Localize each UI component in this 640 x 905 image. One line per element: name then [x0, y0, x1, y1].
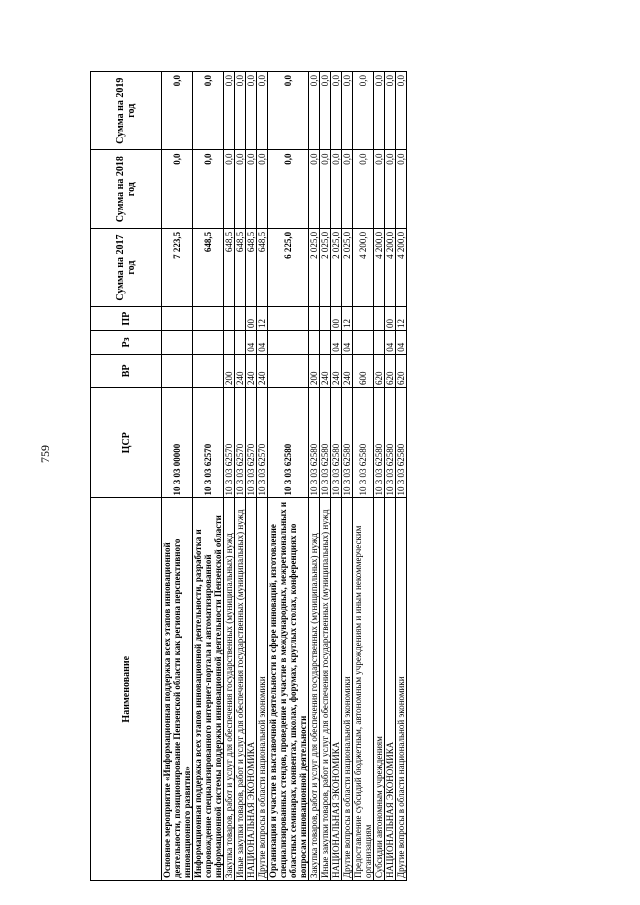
cell-name: Закупка товаров, работ и услуг для обеспечения государственных (муниципальных) нужд	[309, 498, 320, 881]
cell-rz: 04	[257, 331, 268, 355]
cell-pr	[224, 307, 235, 331]
header-csr: ЦСР	[91, 388, 162, 498]
cell-sum-2019: 0,0	[374, 72, 385, 150]
cell-rz	[374, 331, 385, 355]
table-row	[193, 72, 224, 881]
cell-vr: 240	[235, 354, 246, 387]
cell-name: НАЦИОНАЛЬНАЯ ЭКОНОМИКА	[246, 498, 257, 881]
cell-sum-2017: 2 025,0	[309, 228, 320, 306]
header-sum-2019: Сумма на 2019 год	[91, 72, 162, 150]
cell-sum-2017: 648,5	[257, 228, 268, 306]
cell-pr: 12	[396, 307, 407, 331]
cell-vr: 200	[224, 354, 235, 387]
cell-name: Иные закупки товаров, работ и услуг для обеспечения государственных (муниципальных) нужд	[235, 498, 246, 881]
cell-sum-2017: 4 200,0	[353, 228, 374, 306]
cell-sum-2017: 6 225,0	[268, 228, 309, 306]
cell-name: Субсидии автономным учреждениям	[374, 498, 385, 881]
cell-pr	[162, 307, 193, 331]
table-row	[162, 72, 193, 881]
cell-csr: 10 3 03 00000	[162, 388, 193, 498]
cell-sum-2018: 0,0	[396, 150, 407, 228]
cell-rz	[268, 331, 309, 355]
cell-name: Другие вопросы в области национальной экономики	[396, 498, 407, 881]
cell-pr	[193, 307, 224, 331]
header-sum-2017: Сумма на 2017 год	[91, 228, 162, 306]
cell-pr	[320, 307, 331, 331]
cell-sum-2018: 0,0	[246, 150, 257, 228]
cell-vr: 240	[257, 354, 268, 387]
cell-csr: 10 3 03 62570	[193, 388, 224, 498]
cell-vr: 600	[353, 354, 374, 387]
cell-name: НАЦИОНАЛЬНАЯ ЭКОНОМИКА	[385, 498, 396, 881]
cell-sum-2017: 4 200,0	[374, 228, 385, 306]
cell-sum-2019: 0,0	[224, 72, 235, 150]
cell-pr: 00	[331, 307, 342, 331]
cell-csr: 10 3 03 62580	[331, 388, 342, 498]
cell-sum-2017: 648,5	[246, 228, 257, 306]
cell-csr: 10 3 03 62580	[353, 388, 374, 498]
cell-pr	[374, 307, 385, 331]
cell-name: НАЦИОНАЛЬНАЯ ЭКОНОМИКА	[331, 498, 342, 881]
cell-csr: 10 3 03 62570	[224, 388, 235, 498]
cell-vr: 240	[246, 354, 257, 387]
cell-sum-2018: 0,0	[257, 150, 268, 228]
cell-pr	[309, 307, 320, 331]
cell-sum-2018: 0,0	[385, 150, 396, 228]
header-name: Наименование	[91, 498, 162, 881]
cell-vr: 620	[385, 354, 396, 387]
cell-sum-2019: 0,0	[353, 72, 374, 150]
cell-sum-2019: 0,0	[385, 72, 396, 150]
cell-csr: 10 3 03 62580	[268, 388, 309, 498]
table-row	[331, 72, 342, 881]
cell-sum-2017: 2 025,0	[320, 228, 331, 306]
cell-sum-2018: 0,0	[224, 150, 235, 228]
cell-vr: 240	[342, 354, 353, 387]
table-row	[320, 72, 331, 881]
header-pr: ПР	[91, 307, 162, 331]
cell-sum-2018: 0,0	[193, 150, 224, 228]
cell-vr: 620	[396, 354, 407, 387]
page-number: 759	[38, 445, 52, 463]
cell-sum-2019: 0,0	[257, 72, 268, 150]
table-row	[353, 72, 374, 881]
table-row	[309, 72, 320, 881]
cell-sum-2017: 4 200,0	[385, 228, 396, 306]
cell-name: Организация и участие в выставочной деятельности в сфере инноваций, изготовление специализированных стендов, проведение и участие в международных, межрегиональных и областных семинарах, конвентах, школах, форумах, круглых столах, конференциях по вопросам инновационной деятельности	[268, 498, 309, 881]
cell-rz	[162, 331, 193, 355]
cell-sum-2018: 0,0	[374, 150, 385, 228]
cell-rz: 04	[396, 331, 407, 355]
cell-vr: 620	[374, 354, 385, 387]
cell-sum-2019: 0,0	[396, 72, 407, 150]
cell-name: Предоставление субсидий бюджетным, автономным учреждениям и иным некоммерческим организациям	[353, 498, 374, 881]
table-body	[162, 72, 407, 881]
table-header-row	[91, 72, 162, 881]
cell-sum-2019: 0,0	[193, 72, 224, 150]
cell-rz: 04	[246, 331, 257, 355]
cell-sum-2018: 0,0	[320, 150, 331, 228]
cell-rz	[309, 331, 320, 355]
rotated-page	[90, 71, 572, 881]
cell-sum-2018: 0,0	[235, 150, 246, 228]
cell-vr	[162, 354, 193, 387]
cell-rz: 04	[342, 331, 353, 355]
cell-sum-2017: 2 025,0	[331, 228, 342, 306]
cell-name: Другие вопросы в области национальной экономики	[342, 498, 353, 881]
cell-name: Другие вопросы в области национальной экономики	[257, 498, 268, 881]
cell-sum-2018: 0,0	[309, 150, 320, 228]
header-vr: ВР	[91, 354, 162, 387]
cell-sum-2019: 0,0	[235, 72, 246, 150]
cell-sum-2019: 0,0	[309, 72, 320, 150]
cell-rz	[224, 331, 235, 355]
cell-pr	[235, 307, 246, 331]
cell-csr: 10 3 03 62580	[385, 388, 396, 498]
header-sum-2018: Сумма на 2018 год	[91, 150, 162, 228]
cell-vr: 200	[309, 354, 320, 387]
cell-csr: 10 3 03 62580	[374, 388, 385, 498]
budget-table	[90, 71, 407, 881]
cell-csr: 10 3 03 62580	[320, 388, 331, 498]
cell-vr	[193, 354, 224, 387]
cell-sum-2017: 648,5	[235, 228, 246, 306]
cell-vr: 240	[331, 354, 342, 387]
cell-name: Закупка товаров, работ и услуг для обеспечения государственных (муниципальных) нужд	[224, 498, 235, 881]
cell-pr: 12	[342, 307, 353, 331]
cell-sum-2018: 0,0	[162, 150, 193, 228]
cell-rz	[235, 331, 246, 355]
cell-sum-2017: 7 223,5	[162, 228, 193, 306]
cell-sum-2019: 0,0	[331, 72, 342, 150]
table-row	[342, 72, 353, 881]
cell-sum-2019: 0,0	[162, 72, 193, 150]
cell-sum-2017: 2 025,0	[342, 228, 353, 306]
table-row	[257, 72, 268, 881]
cell-pr: 00	[246, 307, 257, 331]
cell-sum-2019: 0,0	[320, 72, 331, 150]
table-row	[268, 72, 309, 881]
table-row	[374, 72, 385, 881]
cell-rz: 04	[331, 331, 342, 355]
cell-csr: 10 3 03 62580	[309, 388, 320, 498]
cell-sum-2018: 0,0	[331, 150, 342, 228]
cell-rz	[193, 331, 224, 355]
cell-csr: 10 3 03 62570	[257, 388, 268, 498]
cell-pr	[268, 307, 309, 331]
cell-rz	[320, 331, 331, 355]
cell-csr: 10 3 03 62570	[246, 388, 257, 498]
header-rz: Рз	[91, 331, 162, 355]
table-row	[396, 72, 407, 881]
table-row	[235, 72, 246, 881]
cell-sum-2017: 648,5	[193, 228, 224, 306]
cell-name: Иные закупки товаров, работ и услуг для обеспечения государственных (муниципальных) нужд	[320, 498, 331, 881]
cell-sum-2018: 0,0	[342, 150, 353, 228]
cell-name: Основное мероприятие «Информационная поддержка всех этапов инновационной деятельности, позиционирование Пензенской области как региона перспективного инновационного развития»	[162, 498, 193, 881]
table-row	[224, 72, 235, 881]
cell-rz: 04	[385, 331, 396, 355]
cell-csr: 10 3 03 62580	[342, 388, 353, 498]
cell-sum-2019: 0,0	[342, 72, 353, 150]
cell-pr: 12	[257, 307, 268, 331]
cell-vr	[268, 354, 309, 387]
cell-name: Информационная поддержка всех этапов инновационной деятельности, разработка и сопровождение специализированного интернет-портала и автоматизированной информационной системы поддержки инновационной деятельности Пензенской области	[193, 498, 224, 881]
cell-rz	[353, 331, 374, 355]
cell-pr	[353, 307, 374, 331]
cell-vr: 240	[320, 354, 331, 387]
table-row	[246, 72, 257, 881]
cell-sum-2019: 0,0	[246, 72, 257, 150]
cell-sum-2017: 648,5	[224, 228, 235, 306]
cell-sum-2017: 4 200,0	[396, 228, 407, 306]
cell-sum-2019: 0,0	[268, 72, 309, 150]
cell-sum-2018: 0,0	[268, 150, 309, 228]
cell-csr: 10 3 03 62570	[235, 388, 246, 498]
cell-pr: 00	[385, 307, 396, 331]
cell-csr: 10 3 03 62580	[396, 388, 407, 498]
table-row	[385, 72, 396, 881]
cell-sum-2018: 0,0	[353, 150, 374, 228]
